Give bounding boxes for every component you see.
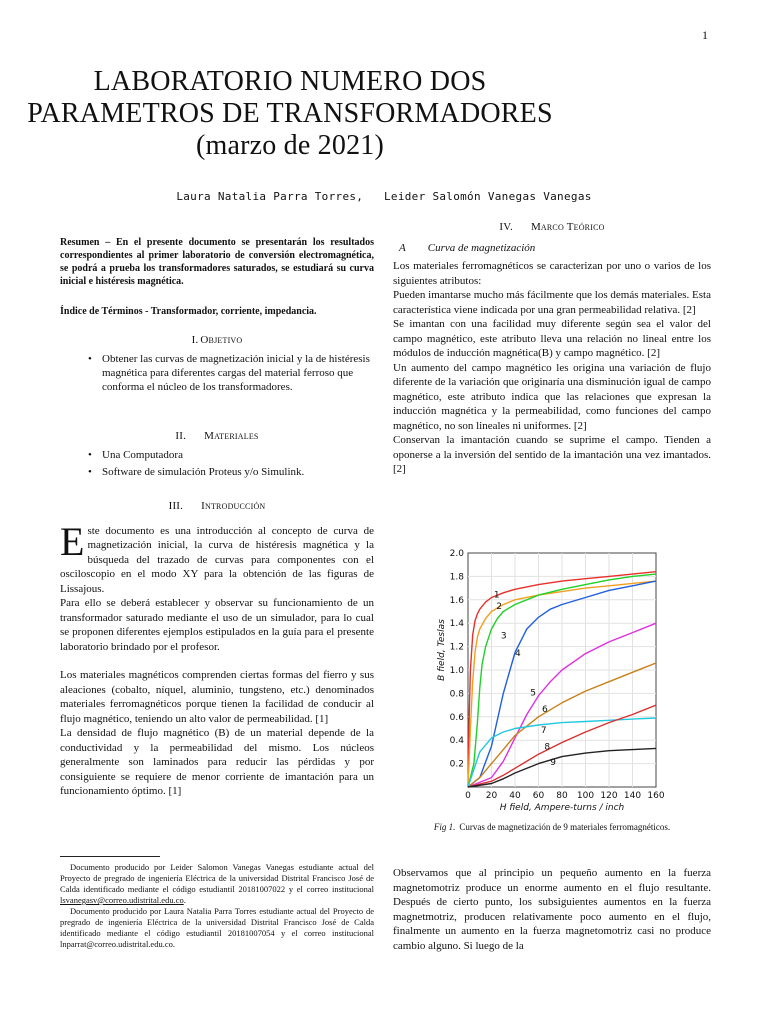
paragraph [60, 518, 374, 597]
x-tick-label: 100 [576, 791, 595, 801]
section-number: III. [168, 500, 184, 512]
section-number: IV. [499, 221, 513, 233]
footnote-rule [60, 856, 160, 857]
paragraph: Se imantan con una facilidad muy diferente según sea el valor del campo magnético, este atributo lleva una relación no lineal entre los módulos de inducción magnética(B) y campo magnético. [2] [393, 318, 711, 359]
footnote [60, 862, 374, 906]
materials-list [60, 448, 374, 479]
paragraph: Los materiales magnéticos comprenden ciertas formas del fierro y sus aleaciones (cobalto, níquel, aluminio, tungsteno, etc.) denominados materiales ferromagnéticos porque tienen la facilidad de conducir al flujo magnético, teniendo un alto valor de permeabilidad. [1] [60, 669, 374, 725]
x-tick-label: 160 [647, 791, 665, 801]
y-tick-label: 0.6 [449, 712, 464, 723]
section-heading [393, 220, 711, 235]
paragraph: Conservan la imantación cuando se suprime el campo. Tienden a oponerse a la inversión del sentido de la imantación una vez imantados. [2] [393, 434, 711, 475]
y-tick-label: 0.2 [449, 759, 464, 770]
series-label-9: 9 [550, 757, 556, 768]
section-heading [60, 499, 374, 514]
series-label-7: 7 [540, 726, 547, 737]
y-tick-label: 1.2 [449, 642, 464, 653]
paragraph: Observamos que al principio un pequeño aumento en la fuerza magnetomotriz produce un enorme aumento en el flujo resultante. Después de cierto punto, los subsiguientes aumentos en la fuerza magnetmotriz, producen relativamente poco aumento en el flujo, finalmente un aumento en la fuerza magnetomotriz casi no produce cambio alguno. Si luego de la [393, 867, 711, 952]
list-item: • Una Computadora [60, 448, 374, 462]
series-label-3: 3 [500, 631, 507, 642]
section-materiales [60, 430, 374, 482]
footnote-text: Documento producido por Leider Salomon Vanegas Vanegas estudiante actual del Proyecto de pregrado de ingeniería Eléctrica de la universidad Distrital Francisco José de Calda identificado mediante el código estudiantil 20181007022 y el correo institucional [60, 862, 374, 894]
series-label-2: 2 [496, 602, 502, 613]
x-tick-label: 60 [532, 791, 545, 801]
section-heading [60, 334, 374, 346]
magnetization-chart [432, 543, 672, 818]
list-item: • Software de simulación Proteus y/o Simulink. [60, 465, 374, 479]
title-line-1: LABORATORIO NUMERO DOS [93, 66, 487, 97]
series-label-1: 1 [493, 590, 500, 601]
x-tick-label: 20 [485, 791, 498, 801]
figure-caption [393, 822, 711, 832]
list-item: • Obtener las curvas de magnetización inicial y la de histéresis magnética para diferentes cargas del material ferroso que conforma el núcleo de los transformadores. [60, 352, 374, 394]
x-tick-label: 80 [556, 791, 568, 801]
section-marco-teorico [393, 220, 711, 477]
y-tick-label: 1.8 [449, 572, 464, 583]
y-axis-label: B field, Teslas [437, 619, 447, 681]
email-link[interactable]: lsvanegasv@correo.udistrital.edu.co [60, 895, 184, 905]
footnotes [60, 862, 374, 950]
subsection-heading [393, 241, 711, 256]
caption-text: Curvas de magnetización de 9 materiales ferromagnéticos. [459, 822, 671, 832]
x-axis-label: H field, Ampere-turns / inch [499, 803, 625, 813]
x-tick-label: 140 [623, 791, 642, 801]
title-line-2: PARAMETROS DE TRANSFORMADORES [27, 98, 553, 129]
caption-label: Fig 1. [433, 822, 456, 832]
index-terms: Índice de Términos - Transformador, corriente, impedancia. [60, 306, 317, 317]
y-tick-label: 2.0 [449, 549, 464, 559]
footnote-text: . [183, 895, 186, 905]
series-label-6: 6 [542, 705, 548, 716]
series-label-4: 4 [515, 648, 521, 659]
x-tick-label: 0 [465, 791, 471, 801]
paragraph-text: ste documento es una introducción al concepto de curva de magnetización inicial, la curva de histéresis magnética y la búsqueda del trazado de curvas para componentes con el osciloscopio en el modo XY para la obtención de las figuras de Lissajous. [60, 524, 374, 595]
drop-cap: E [60, 518, 85, 564]
authors: Laura Natalia Parra Torres, Leider Salomón Vanegas Vanegas [176, 190, 592, 203]
subsection-title: Curva de magnetización [427, 241, 536, 254]
section-title: Introducción [201, 500, 266, 512]
title-line-3: (marzo de 2021) [195, 130, 385, 161]
section-number: II. [175, 430, 187, 442]
paragraph: Pueden imantarse mucho más fácilmente que los demás materiales. Esta característica viene indicada por una gran permeabilidad relativa. [2] [393, 289, 711, 316]
section-number: I. [191, 334, 199, 346]
objective-list [60, 352, 374, 394]
y-tick-label: 1.4 [449, 619, 464, 630]
abstract: Resumen – En el presente documento se presentarán los resultados correspondientes al primer laboratorio de conversión electromagnética, se podrá a prueba los transformadores saturados, se estudiará su curva inicial e histéresis magnética. [60, 237, 374, 287]
y-tick-label: 1.0 [449, 666, 464, 676]
paragraph: Un aumento del campo magnético les origina una variación de flujo diferente de la variación que originaría una disminución igual de campo magnético, este atributo indica que las relaciones que expresan la inducción magnética y la permeabilidad, como funciones del campo magnético, no son lineales ni uniformes. [2] [393, 361, 711, 432]
section-title: Materiales [204, 430, 259, 442]
subsection-letter: A [399, 241, 406, 254]
x-tick-label: 120 [600, 791, 618, 801]
y-tick-label: 1.6 [449, 595, 464, 606]
paper-title [0, 66, 580, 162]
y-tick-label: 0.4 [449, 736, 464, 747]
section-title: Objetivo [200, 334, 243, 346]
section-introduccion [60, 499, 374, 799]
paragraph: Para ello se deberá establecer y observar su funcionamiento de un transformador saturado mediante el uso de un simulador, para lo cual se proponen diferentes ejemplos estipulados en la guía para el presente laboratorio brindado por el profesor. [60, 597, 374, 653]
section-heading [60, 430, 374, 442]
series-label-8: 8 [544, 742, 551, 753]
page-number: 1 [702, 28, 708, 42]
y-tick-label: 0.8 [449, 689, 464, 700]
series-label-5: 5 [530, 688, 537, 699]
paragraph: Los materiales ferromagnéticos se caracterizan por uno o varios de los siguientes atributos: [393, 260, 711, 287]
x-tick-label: 40 [509, 791, 521, 801]
section-title: Marco Teórico [530, 221, 605, 233]
section-objetivo [60, 334, 374, 397]
footnote: Documento producido por Laura Natalia Parra Torres estudiante actual del Proyecto de pregrado de ingeniería Eléctrica de la universidad Distrital Francisco José de Calda identificado mediante el código estudiantil 20181007054 y el correo institucional lnparrat@correo.udistrital.edu.co. [60, 906, 374, 949]
paragraph: La densidad de flujo magnético (B) de un material depende de la conductividad y la permeabilidad del mismo. Los núcleos generalmente son laminados para reducir las pérdidas y por consiguiente se requiere de menor corriente de imantación para un funcionamiento óptimo. [1] [60, 727, 374, 797]
